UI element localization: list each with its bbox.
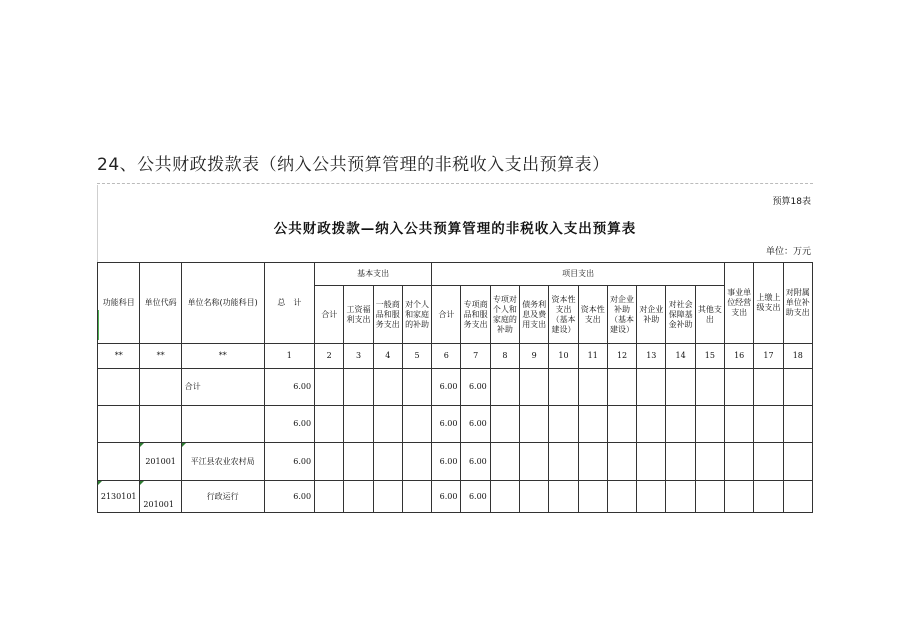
header-general-goods: 一般商品和服务支出 [373, 286, 402, 344]
header-operating: 事业单位经营支出 [725, 263, 754, 344]
index-cell: 6 [432, 344, 461, 369]
cell[interactable] [607, 406, 636, 443]
header-social-security: 对社会保障基金补助 [666, 286, 695, 344]
special-goods-cell[interactable]: 6.00 [461, 369, 490, 406]
unit-label: 单位：万元 [765, 247, 811, 257]
cell[interactable] [315, 443, 344, 481]
cell[interactable] [695, 369, 724, 406]
cell[interactable] [520, 481, 549, 513]
index-cell: 12 [607, 344, 636, 369]
cell[interactable] [490, 443, 519, 481]
code-cell[interactable] [140, 406, 181, 443]
cell[interactable] [725, 406, 754, 443]
index-cell: 4 [373, 344, 402, 369]
cell[interactable] [549, 369, 578, 406]
index-cell: ** [140, 344, 181, 369]
name-cell[interactable]: 平江县农业农村局 [181, 443, 264, 481]
header-basic-total: 合计 [315, 286, 344, 344]
index-cell: 15 [695, 344, 724, 369]
index-cell: 14 [666, 344, 695, 369]
budget-table [97, 262, 813, 513]
index-cell: 7 [461, 344, 490, 369]
cell[interactable] [695, 443, 724, 481]
cell[interactable] [549, 443, 578, 481]
cell[interactable] [695, 406, 724, 443]
header-affiliated: 对附属单位补助支出 [783, 263, 812, 344]
header-capital: 资本性支出 [578, 286, 607, 344]
cell[interactable] [578, 481, 607, 513]
spreadsheet-area [97, 183, 813, 516]
cell[interactable] [666, 481, 695, 513]
cell[interactable] [578, 406, 607, 443]
project-total-cell[interactable]: 6.00 [432, 406, 461, 443]
header-total: 总 计 [264, 263, 314, 344]
cell[interactable] [549, 406, 578, 443]
index-cell: ** [181, 344, 264, 369]
index-cell: 18 [783, 344, 812, 369]
header-row-group [98, 263, 813, 286]
total-cell[interactable]: 6.00 [264, 406, 314, 443]
table-row [98, 406, 813, 443]
special-goods-cell[interactable]: 6.00 [461, 481, 490, 513]
cell[interactable] [783, 406, 812, 443]
cell[interactable] [490, 369, 519, 406]
index-row [98, 344, 813, 369]
page-heading: 24、公共财政拨款表（纳入公共预算管理的非税收入支出预算表） [97, 155, 610, 175]
code-cell[interactable]: 201001 [140, 481, 181, 513]
index-cell: 11 [578, 344, 607, 369]
cell[interactable] [725, 369, 754, 406]
header-capital-basic: 资本性支出（基本建设） [549, 286, 578, 344]
header-higher-level: 上缴上级支出 [754, 263, 783, 344]
func-cell[interactable] [98, 443, 140, 481]
cell[interactable] [402, 481, 431, 513]
cell[interactable] [402, 443, 431, 481]
cell[interactable] [315, 481, 344, 513]
index-cell: 3 [344, 344, 373, 369]
cell[interactable] [344, 369, 373, 406]
cell[interactable] [315, 406, 344, 443]
cell[interactable] [666, 443, 695, 481]
cell[interactable] [666, 406, 695, 443]
table-row [98, 481, 813, 513]
index-cell: 16 [725, 344, 754, 369]
cell[interactable] [783, 481, 812, 513]
header-other: 其他支出 [695, 286, 724, 344]
cell[interactable] [373, 406, 402, 443]
table-row [98, 443, 813, 481]
header-debt-interest: 债务利息及费用支出 [520, 286, 549, 344]
index-cell: 1 [264, 344, 314, 369]
cell[interactable] [315, 369, 344, 406]
header-enterprise-basic: 对企业补助（基本建设） [607, 286, 636, 344]
cell[interactable] [725, 481, 754, 513]
cell[interactable] [754, 443, 783, 481]
project-total-cell[interactable]: 6.00 [432, 481, 461, 513]
header-special-individuals: 专项对个人和家庭的补助 [490, 286, 519, 344]
name-cell[interactable] [181, 406, 264, 443]
header-enterprise: 对企业补助 [637, 286, 666, 344]
cell[interactable] [754, 369, 783, 406]
header-func-subject: 功能科目 [98, 263, 140, 344]
code-cell[interactable] [140, 369, 181, 406]
cell[interactable] [754, 406, 783, 443]
name-cell[interactable]: 行政运行 [181, 481, 264, 513]
index-cell: ** [98, 344, 140, 369]
cell[interactable] [695, 481, 724, 513]
cell[interactable] [637, 369, 666, 406]
cell[interactable] [637, 443, 666, 481]
header-special-goods: 专项商品和服务支出 [461, 286, 490, 344]
index-cell: 8 [490, 344, 519, 369]
cell[interactable] [520, 369, 549, 406]
index-cell: 13 [637, 344, 666, 369]
project-total-cell[interactable]: 6.00 [432, 369, 461, 406]
special-goods-cell[interactable]: 6.00 [461, 443, 490, 481]
func-cell[interactable] [98, 369, 140, 406]
cell[interactable] [637, 406, 666, 443]
func-cell[interactable] [98, 406, 140, 443]
cell[interactable] [344, 443, 373, 481]
special-goods-cell[interactable]: 6.00 [461, 406, 490, 443]
header-unit-name: 单位名称(功能科目) [181, 263, 264, 344]
form-reference: 预算18表 [772, 197, 811, 207]
cell[interactable] [637, 481, 666, 513]
index-cell: 5 [402, 344, 431, 369]
cell[interactable] [344, 406, 373, 443]
header-wages: 工资福利支出 [344, 286, 373, 344]
cell[interactable] [402, 406, 431, 443]
header-project-total: 合计 [432, 286, 461, 344]
cell[interactable] [402, 369, 431, 406]
index-cell: 17 [754, 344, 783, 369]
cell[interactable] [607, 481, 636, 513]
total-cell[interactable]: 6.00 [264, 369, 314, 406]
name-cell[interactable]: 合计 [181, 369, 264, 406]
table-row [98, 369, 813, 406]
cell[interactable] [607, 443, 636, 481]
total-cell[interactable]: 6.00 [264, 443, 314, 481]
cell[interactable] [520, 406, 549, 443]
cell[interactable] [490, 406, 519, 443]
index-cell: 2 [315, 344, 344, 369]
index-cell: 10 [549, 344, 578, 369]
cell[interactable] [725, 443, 754, 481]
cell[interactable] [549, 481, 578, 513]
cell[interactable] [373, 369, 402, 406]
cell[interactable] [666, 369, 695, 406]
header-unit-code: 单位代码 [140, 263, 181, 344]
cell[interactable] [783, 443, 812, 481]
header-to-individuals: 对个人和家庭的补助 [402, 286, 431, 344]
cell[interactable] [783, 369, 812, 406]
index-cell: 9 [520, 344, 549, 369]
cell[interactable] [490, 481, 519, 513]
project-total-cell[interactable]: 6.00 [432, 443, 461, 481]
code-cell[interactable]: 201001 [140, 443, 181, 481]
page-break-line [97, 183, 813, 184]
cell[interactable] [373, 481, 402, 513]
table-title: 公共财政拨款—纳入公共预算管理的非税收入支出预算表 [273, 221, 637, 237]
cell[interactable] [520, 443, 549, 481]
total-cell[interactable]: 6.00 [264, 481, 314, 513]
cell[interactable] [578, 369, 607, 406]
header-basic-group: 基本支出 [315, 263, 432, 286]
cell[interactable] [754, 481, 783, 513]
cell[interactable] [578, 443, 607, 481]
cell[interactable] [344, 481, 373, 513]
cell[interactable] [373, 443, 402, 481]
header-project-group: 项目支出 [432, 263, 725, 286]
cell[interactable] [607, 369, 636, 406]
func-cell[interactable]: 2130101 [98, 481, 140, 513]
